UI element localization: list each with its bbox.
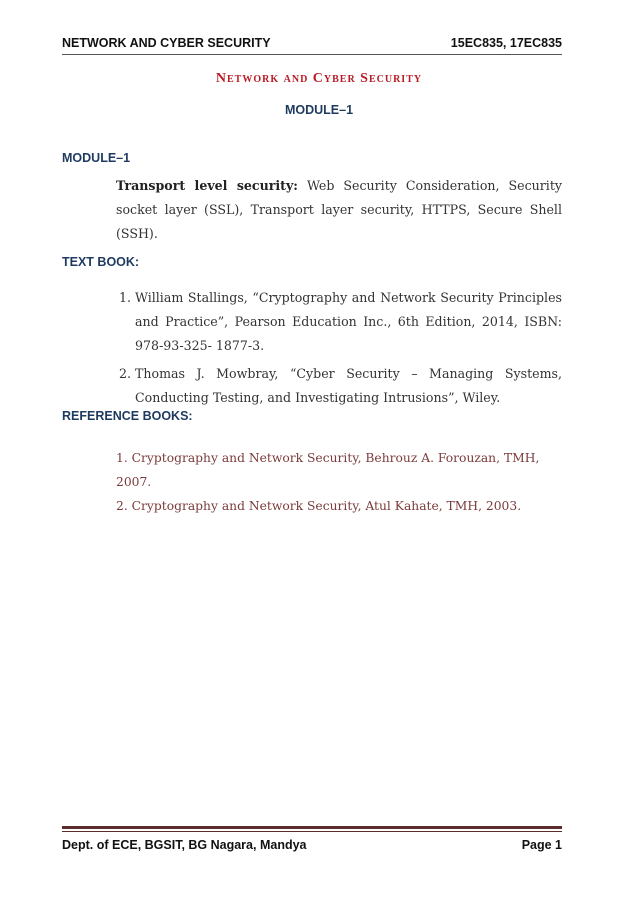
footer-divider-thick	[62, 826, 562, 829]
header-divider	[62, 54, 562, 55]
footer-department: Dept. of ECE, BGSIT, BG Nagara, Mandya	[62, 838, 307, 852]
document-title: Network and Cyber Security	[215, 71, 423, 86]
reference-list	[116, 446, 562, 518]
reference-item: 1. Cryptography and Network Security, Behrouz A. Forouzan, TMH, 2007.	[116, 451, 540, 489]
module-description	[116, 174, 562, 246]
module-topic-label: Transport level security:	[116, 178, 298, 193]
textbook-item: 1. William Stallings, “Cryptography and Network Security Principles and Practice”, Pearson Education Inc., 6th Edition, 2014, ISBN: 978-93-325- 1877-3.	[135, 286, 562, 358]
header-course-title: NETWORK AND CYBER SECURITY	[62, 36, 271, 50]
document-subtitle: MODULE–1	[284, 103, 354, 117]
page-footer	[62, 838, 562, 852]
textbook-list	[116, 286, 562, 414]
module-heading: MODULE–1	[62, 151, 131, 165]
footer-divider-thin	[62, 831, 562, 832]
header-course-codes: 15EC835, 17EC835	[450, 36, 562, 50]
footer-page-number: Page 1	[521, 838, 562, 852]
module-topic-text: Web Security Consideration, Security socket layer (SSL), Transport layer security, HTTPS, Secure Shell (SSH).	[116, 178, 563, 241]
textbook-heading: TEXT BOOK:	[62, 255, 140, 269]
reference-item: 2. Cryptography and Network Security, Atul Kahate, TMH, 2003.	[116, 499, 522, 513]
reference-heading: REFERENCE BOOKS:	[62, 409, 193, 423]
page-header	[62, 36, 562, 50]
textbook-item: 2. Thomas J. Mowbray, “Cyber Security – Managing Systems, Conducting Testing, and Investigating Intrusions”, Wiley.	[135, 362, 562, 410]
